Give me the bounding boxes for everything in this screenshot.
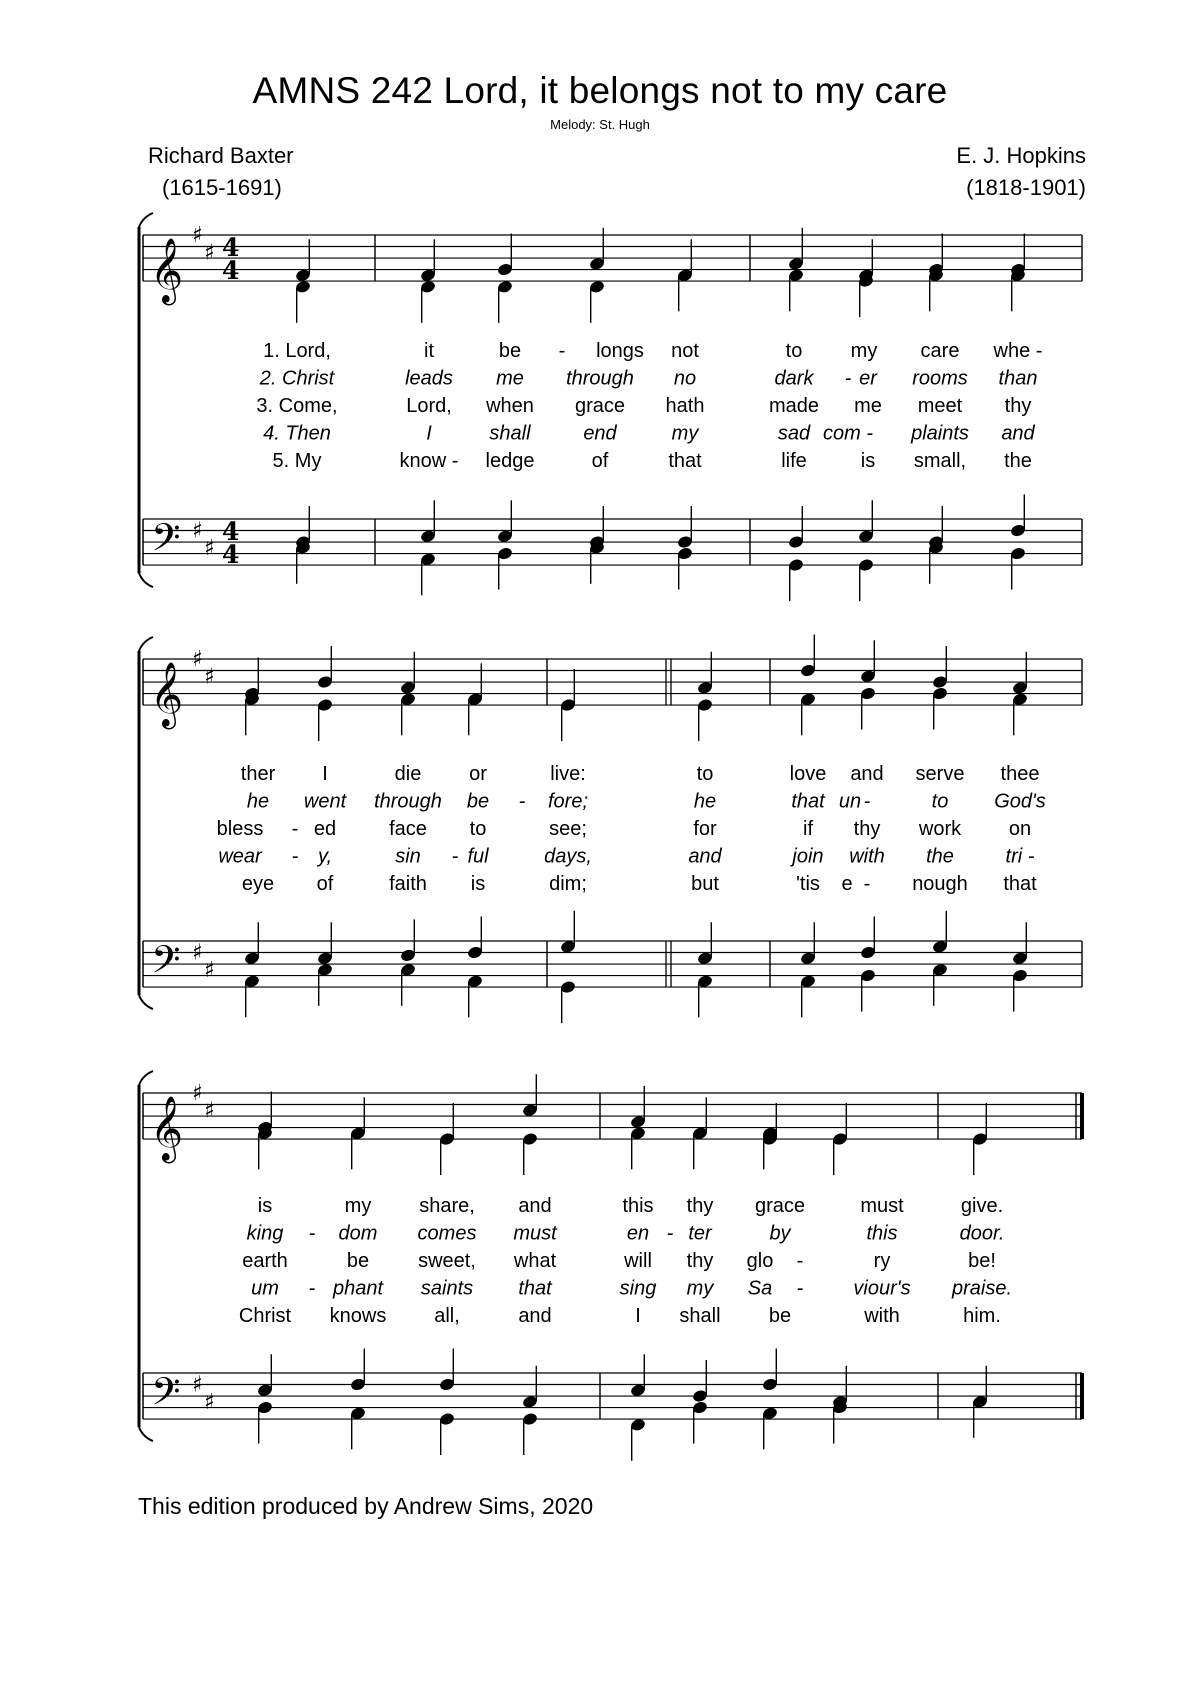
lyric-syllable: that (518, 1277, 552, 1300)
lyric-syllable: door. (959, 1222, 1005, 1245)
lyric-syllable: me (496, 367, 524, 390)
sharp-icon: ♯ (204, 664, 215, 690)
lyric-syllable: Lord, (406, 395, 452, 417)
treble-clef-icon: 𝄞 (150, 1096, 184, 1162)
treble-clef-icon: 𝄞 (150, 238, 184, 304)
lyric-syllable: of (316, 873, 334, 895)
lyric-syllable: 5. My (272, 450, 322, 472)
lyric-syllable: and (1001, 422, 1035, 445)
lyric-syllable: will (624, 1250, 652, 1272)
lyric-syllable: days, (544, 845, 592, 868)
sharp-icon: ♯ (192, 223, 203, 248)
bracket-bottom (139, 995, 153, 1009)
lyric-syllable: - (863, 873, 871, 895)
lyric-syllable: if (803, 818, 813, 840)
lyric-syllable: ful (467, 845, 489, 868)
lyric-syllable: praise. (951, 1277, 1013, 1300)
lyric-syllable: - (308, 1277, 316, 1300)
lyric-syllable: com - (823, 422, 873, 445)
lyric-syllable: be (346, 1250, 370, 1272)
lyric-syllable: - (518, 790, 526, 813)
lyric-syllable: plaints (911, 422, 969, 445)
lyric-syllable: God's (994, 790, 1046, 813)
lyric-syllable: my (686, 1277, 714, 1300)
lyric-syllable: what (513, 1250, 557, 1272)
lyric-syllable: earth (242, 1250, 288, 1272)
lyric-syllable: me (854, 395, 882, 417)
lyric-syllable: - (844, 367, 852, 390)
lyric-syllable: my (850, 340, 878, 362)
lyric-syllable: viour's (853, 1277, 911, 1300)
lyric-syllable: it (424, 340, 434, 362)
lyric-syllable: - (863, 790, 871, 813)
poet-dates: (1615-1691) (162, 175, 282, 200)
system-2 (139, 635, 1082, 1024)
time-signature-digit: 4 (222, 233, 240, 263)
bass-clef-icon: 𝄢 (151, 937, 181, 992)
lyric-syllable: saints (420, 1277, 474, 1300)
lyric-syllable: Christ (238, 1305, 292, 1327)
sharp-icon: ♯ (204, 240, 215, 266)
lyric-syllable: this (622, 1195, 654, 1217)
lyric-syllable: my (344, 1195, 372, 1217)
lyric-syllable: he (693, 790, 717, 813)
lyric-syllable: be (466, 790, 490, 813)
lyric-syllable: made (768, 395, 820, 417)
lyric-syllable: phant (332, 1277, 384, 1300)
lyric-syllable: join (792, 845, 824, 868)
lyric-syllable: leads (405, 367, 453, 390)
lyric-syllable: dim; (549, 873, 587, 895)
lyric-syllable: serve (915, 763, 965, 785)
lyric-syllable: hath (665, 395, 705, 417)
lyric-syllable: be (498, 340, 522, 362)
lyric-syllable: nough (912, 873, 968, 895)
time-signature-digit: 4 (222, 540, 240, 570)
lyric-syllable: care (920, 340, 960, 362)
lyric-syllable: I (322, 763, 328, 785)
lyric-syllable: for (693, 818, 717, 840)
lyric-syllable: ther (240, 763, 276, 785)
lyric-syllable: - (291, 845, 299, 868)
sharp-icon: ♯ (204, 1389, 215, 1415)
lyric-syllable: work (918, 818, 962, 840)
lyric-syllable: must (860, 1195, 904, 1217)
lyric-syllable: en (626, 1222, 650, 1245)
lyric-syllable: is (257, 1195, 273, 1217)
composer-dates: (1818-1901) (966, 175, 1086, 200)
lyric-syllable: - (666, 1222, 674, 1245)
lyric-syllable: king (246, 1222, 284, 1245)
lyric-syllable: on (1008, 818, 1032, 840)
lyric-syllable: I (635, 1305, 641, 1327)
lyric-syllable: 2. Christ (259, 367, 335, 390)
lyric-syllable: eye (241, 873, 275, 895)
lyric-syllable: and (518, 1195, 552, 1217)
lyric-syllable: thy (686, 1250, 714, 1272)
lyric-syllable: not (671, 340, 699, 362)
lyric-syllable: share, (419, 1195, 475, 1217)
lyric-syllable: all, (434, 1305, 460, 1327)
lyric-syllable: 'tis (796, 873, 820, 895)
lyric-syllable: small, (913, 450, 967, 472)
lyric-syllable: thy (686, 1195, 714, 1217)
sharp-icon: ♯ (192, 1081, 203, 1106)
sharp-icon: ♯ (204, 535, 215, 561)
lyric-syllable: to (469, 818, 487, 840)
lyric-syllable: face (389, 818, 427, 840)
lyric-syllable: that (1003, 873, 1037, 895)
lyric-syllable: thy (1004, 395, 1032, 417)
lyric-syllable: to (785, 340, 803, 362)
lyric-syllable: bless (216, 818, 264, 840)
lyric-syllable: faith (389, 873, 427, 895)
lyric-syllable: and (850, 763, 884, 785)
lyric-syllable: er (859, 367, 877, 390)
lyric-syllable: um (251, 1277, 279, 1300)
lyric-syllable: wear (218, 845, 262, 868)
lyric-syllable: or (469, 763, 487, 785)
lyric-syllable: be! (968, 1250, 996, 1272)
lyric-syllable: glo (746, 1250, 774, 1272)
lyric-syllable: love (789, 763, 827, 785)
lyric-syllable: that (668, 450, 702, 472)
lyric-syllable: of (591, 450, 609, 472)
bass-clef-icon: 𝄢 (151, 515, 181, 570)
lyric-syllable: give. (960, 1195, 1004, 1217)
sharp-icon: ♯ (192, 647, 203, 672)
system-1 (139, 213, 1082, 601)
lyric-syllable: him. (963, 1305, 1001, 1327)
edition-credit: This edition produced by Andrew Sims, 2020 (138, 1493, 594, 1519)
lyric-syllable: dark (774, 367, 814, 390)
lyric-syllable: my (671, 422, 699, 445)
sharp-icon: ♯ (204, 1098, 215, 1124)
lyric-syllable: 4. Then (263, 422, 331, 445)
lyric-syllable: be (768, 1305, 792, 1327)
lyric-syllable: he (246, 790, 270, 813)
lyric-syllable: went (303, 790, 347, 813)
bracket-bottom (139, 1427, 153, 1441)
lyric-syllable: the (1004, 450, 1032, 472)
lyric-syllable: whe - (993, 340, 1043, 362)
lyric-syllable: - (796, 1277, 804, 1300)
lyric-syllable: - (558, 340, 566, 362)
lyric-syllable: meet (917, 395, 963, 417)
lyric-syllable: knows (329, 1305, 387, 1327)
lyric-syllable: grace (754, 1195, 806, 1217)
lyric-syllable: fore; (547, 790, 589, 813)
lyric-syllable: that (791, 790, 825, 813)
treble-clef-icon: 𝄞 (150, 662, 184, 728)
composer-name: E. J. Hopkins (956, 143, 1086, 168)
lyric-syllable: Sa (747, 1277, 773, 1300)
lyric-syllable: the (926, 845, 954, 868)
lyric-syllable: grace (574, 395, 626, 417)
lyric-syllable: see; (549, 818, 587, 840)
lyric-syllable: thy (853, 818, 881, 840)
lyric-syllable: die (394, 763, 422, 785)
hymn-title: AMNS 242 Lord, it belongs not to my care (252, 70, 948, 111)
lyric-syllable: than (998, 367, 1038, 390)
lyric-syllable: - (291, 818, 299, 840)
lyric-syllable: no (673, 367, 697, 390)
lyric-syllable: sing (619, 1277, 657, 1300)
lyric-syllable: dom (338, 1222, 378, 1245)
lyric-syllable: this (866, 1222, 898, 1245)
lyric-syllable: ed (313, 818, 337, 840)
lyric-syllable: live: (550, 763, 586, 785)
lyric-syllable: un (838, 790, 862, 813)
bass-clef-icon: 𝄢 (151, 1369, 181, 1424)
lyric-syllable: but (691, 873, 719, 895)
lyric-syllable: sin (395, 845, 421, 868)
lyric-syllable: rooms (912, 367, 968, 390)
lyric-syllable: by (769, 1222, 791, 1245)
sharp-icon: ♯ (204, 957, 215, 983)
bracket-top (139, 213, 153, 227)
lyric-syllable: 1. Lord, (263, 340, 331, 362)
lyric-syllable: to (696, 763, 714, 785)
lyric-syllable: life (781, 450, 807, 472)
melody-name: Melody: St. Hugh (550, 117, 650, 132)
lyric-syllable: and (688, 845, 722, 868)
lyric-syllable: I (426, 422, 432, 445)
lyric-syllable: ter (688, 1222, 712, 1245)
time-signature-digit: 4 (222, 256, 240, 286)
lyric-syllable: through (566, 367, 634, 390)
lyric-syllable: shall (679, 1305, 721, 1327)
system-3 (139, 1071, 1082, 1461)
lyric-syllable: is (470, 873, 486, 895)
lyric-syllable: and (518, 1305, 552, 1327)
lyric-syllable: sad (777, 422, 811, 445)
lyric-syllable: ry (873, 1250, 891, 1272)
lyric-syllable: end (583, 422, 617, 445)
time-signature-digit: 4 (222, 517, 240, 547)
lyric-syllable: with (864, 1305, 900, 1327)
sharp-icon: ♯ (192, 940, 203, 966)
lyric-syllable: - (308, 1222, 316, 1245)
lyric-syllable: tri - (1005, 845, 1035, 868)
lyric-syllable: - (451, 845, 459, 868)
lyric-syllable: - (796, 1250, 804, 1272)
lyric-syllable: ledge (485, 450, 535, 472)
poet-name: Richard Baxter (148, 143, 294, 168)
lyric-syllable: y, (317, 845, 333, 868)
bracket-bottom (139, 573, 153, 587)
lyric-syllable: thee (1000, 763, 1040, 785)
lyric-syllable: e (841, 873, 853, 895)
bracket-top (139, 1071, 153, 1085)
lyric-syllable: know - (399, 450, 459, 472)
sharp-icon: ♯ (192, 1372, 203, 1398)
lyric-syllable: is (860, 450, 876, 472)
lyric-syllable: comes (417, 1222, 477, 1245)
lyric-syllable: sweet, (418, 1250, 476, 1272)
lyric-syllable: with (849, 845, 885, 868)
lyric-syllable: must (513, 1222, 557, 1245)
lyric-syllable: through (374, 790, 442, 813)
lyric-syllable: when (486, 395, 534, 417)
lyric-syllable: shall (489, 422, 531, 445)
bracket-top (139, 637, 153, 651)
lyric-syllable: longs (596, 340, 644, 362)
lyric-syllable: to (931, 790, 949, 813)
sharp-icon: ♯ (192, 518, 203, 544)
lyric-syllable: 3. Come, (256, 395, 338, 417)
